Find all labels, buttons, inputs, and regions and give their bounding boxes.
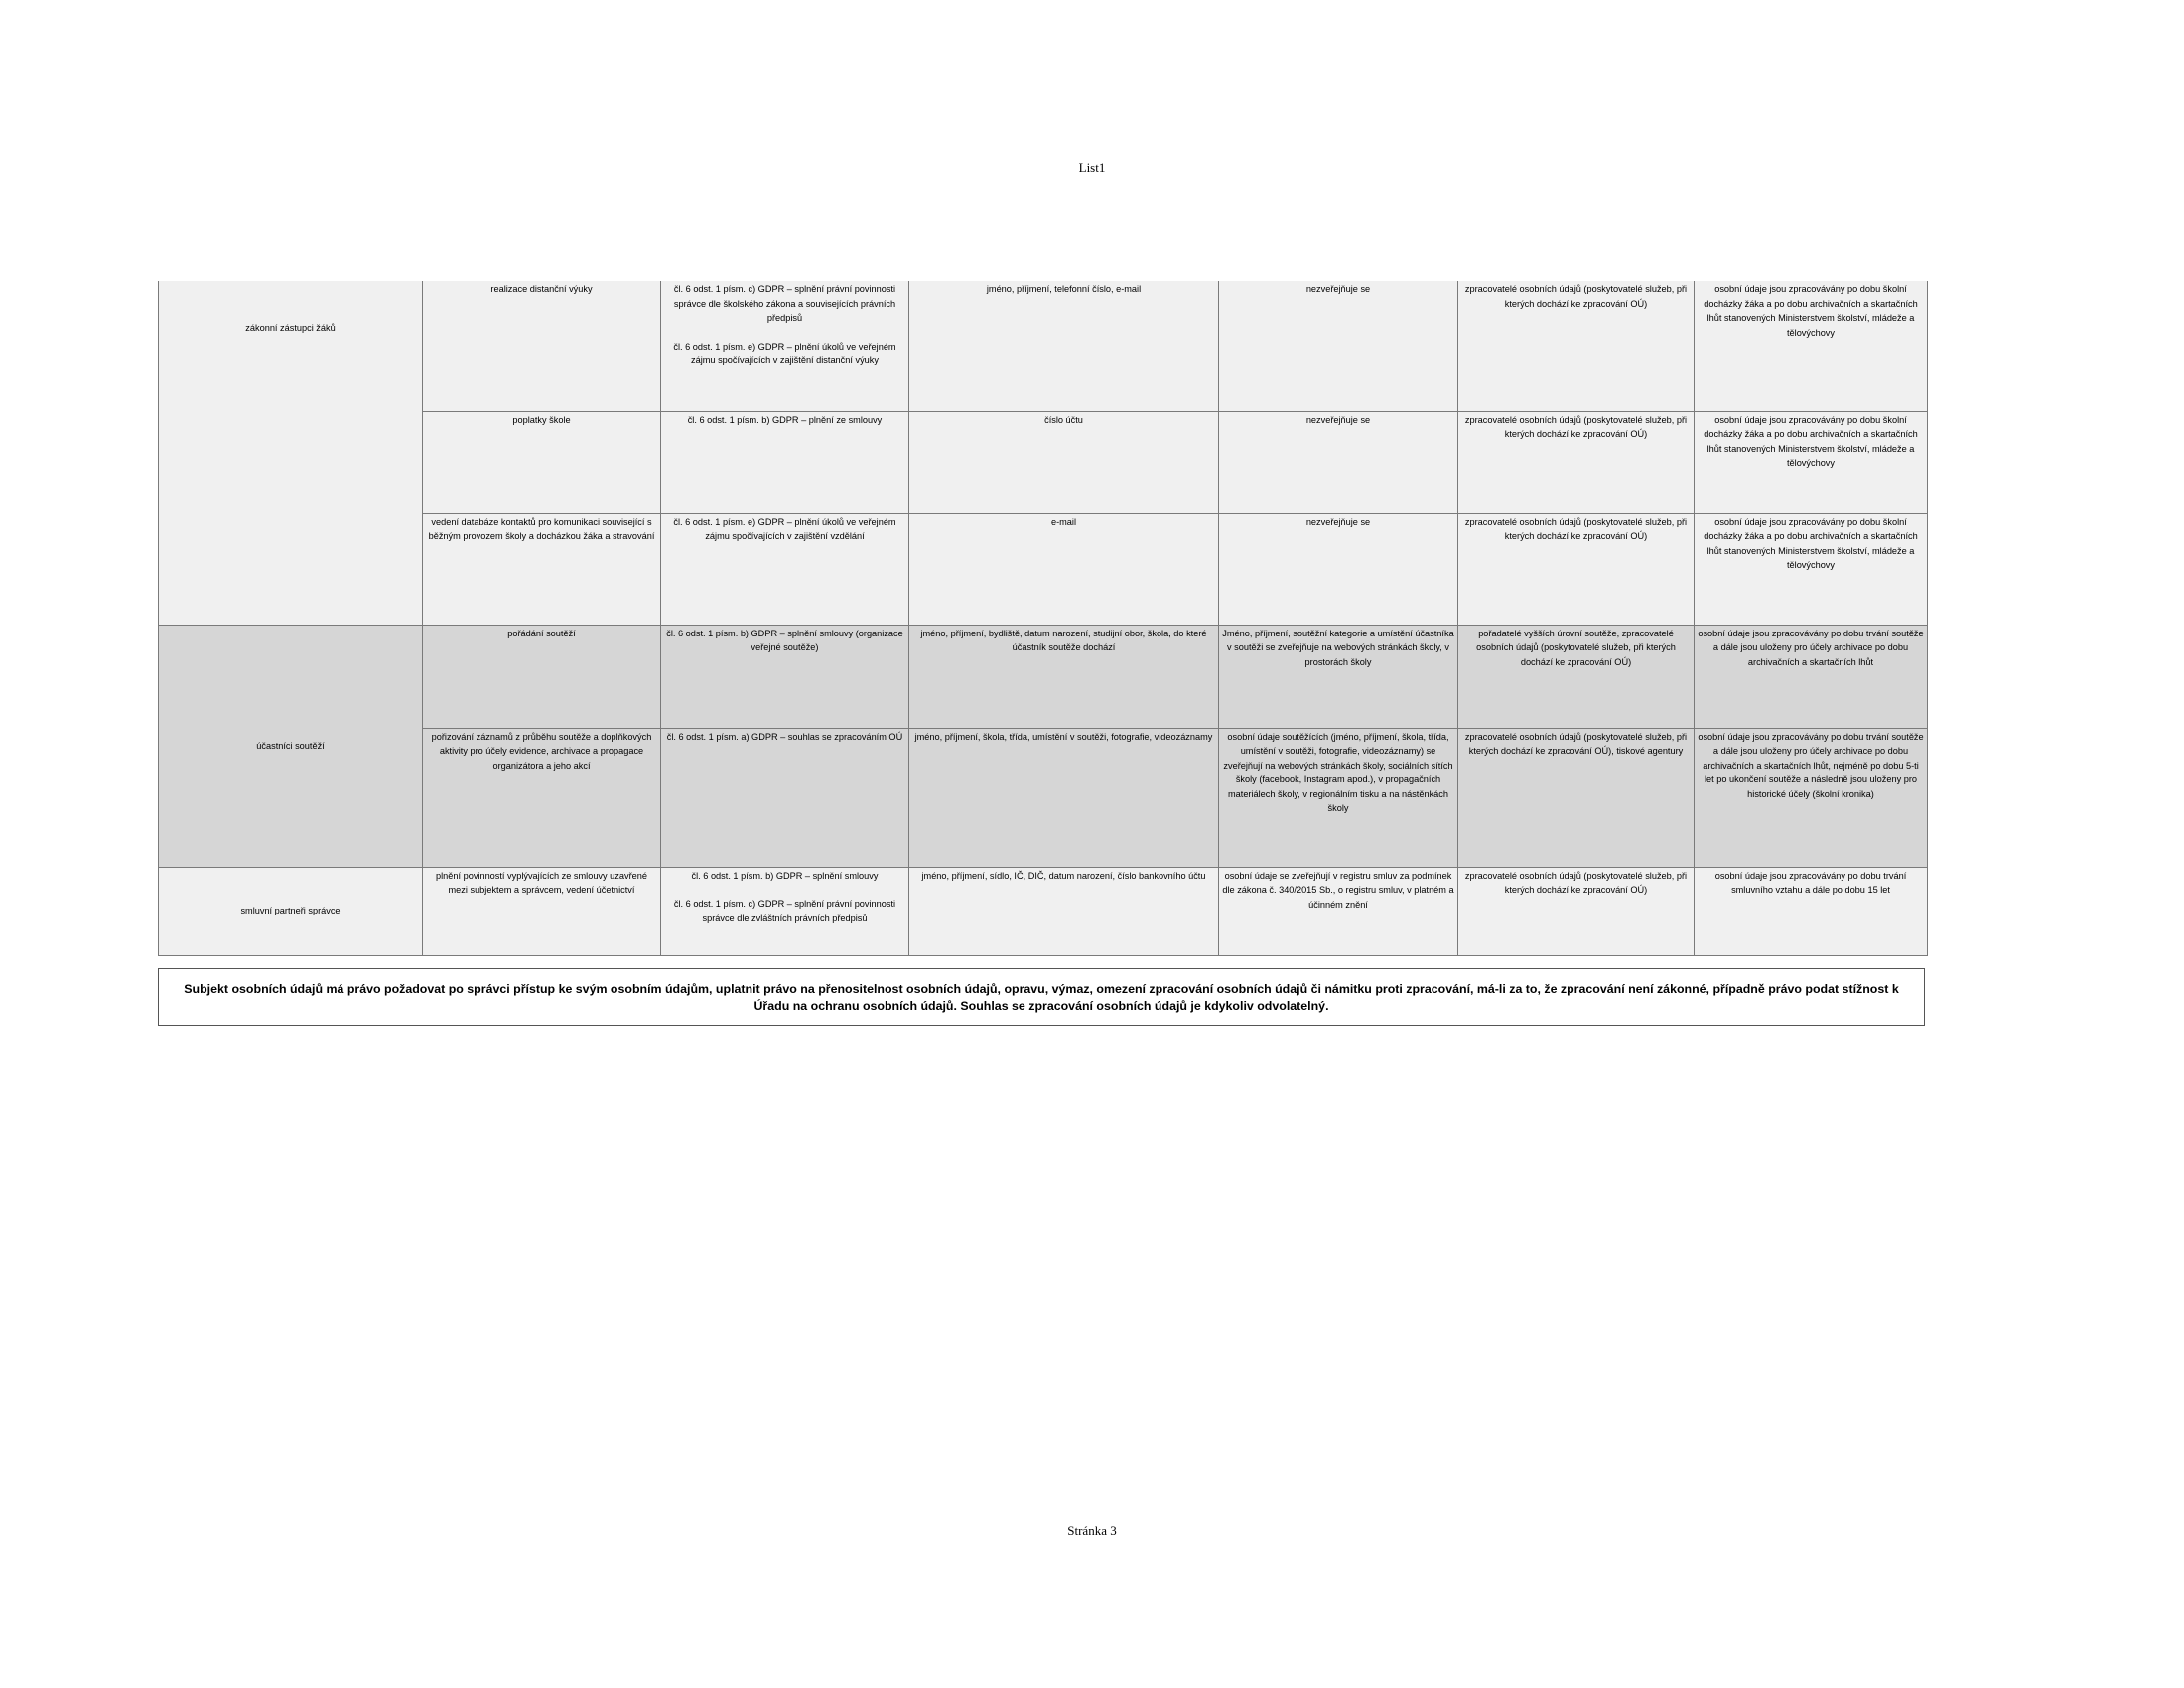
table-row <box>159 867 1928 955</box>
table-row <box>159 513 1928 625</box>
publication-cell: nezveřejňuje se <box>1219 411 1458 513</box>
group-label: zákonní zástupci žáků <box>159 281 423 625</box>
retention-cell: osobní údaje jsou zpracovávány po dobu školní docházky žáka a po dobu archivačních a skartačních lhůt stanovených Ministerstvem školství, mládeže a tělovýchovy <box>1695 411 1928 513</box>
publication-cell: nezveřejňuje se <box>1219 281 1458 411</box>
group-label: účastníci soutěží <box>159 625 423 867</box>
retention-cell: osobní údaje jsou zpracovávány po dobu školní docházky žáka a po dobu archivačních a skartačních lhůt stanovených Ministerstvem školství, mládeže a tělovýchovy <box>1695 513 1928 625</box>
retention-cell: osobní údaje jsou zpracovávány po dobu školní docházky žáka a po dobu archivačních a skartačních lhůt stanovených Ministerstvem školství, mládeže a tělovýchovy <box>1695 281 1928 411</box>
data-cell: jméno, příjmení, sídlo, IČ, DIČ, datum narození, číslo bankovního účtu <box>909 867 1219 955</box>
table-row <box>159 281 1928 411</box>
legal-basis-cell <box>661 411 909 513</box>
page-number: Stránka 3 <box>1067 1523 1117 1538</box>
data-cell: číslo účtu <box>909 411 1219 513</box>
publication-cell: osobní údaje soutěžících (jméno, příjmení, škola, třída, umístění v soutěži, fotografie, videozáznamy) se zveřejňují na webových stránkách školy, sociálních sítích školy (facebook, Instagram apod.), v propagačních materiálech školy, v regionálním tisku a na nástěnkách školy <box>1219 728 1458 867</box>
recipients-cell: zpracovatelé osobních údajů (poskytovatelé služeb, při kterých dochází ke zpracování OÚ) <box>1458 411 1695 513</box>
sheet-title: List1 <box>1078 160 1106 175</box>
purpose-cell: vedení databáze kontaktů pro komunikaci související s běžným provozem školy a docházkou žáka a stravování <box>423 513 661 625</box>
legal-basis-text: čl. 6 odst. 1 písm. a) GDPR – souhlas se zpracováním OÚ <box>666 731 903 742</box>
table-row <box>159 411 1928 513</box>
legal-basis-cell <box>661 867 909 955</box>
purpose-cell: plnění povinností vyplývajících ze smlouvy uzavřené mezi subjektem a správcem, vedení účetnictví <box>423 867 661 955</box>
recipients-cell: pořadatelé vyšších úrovní soutěže, zpracovatelé osobních údajů (poskytovatelé služeb, při kterých dochází ke zpracování OÚ) <box>1458 625 1695 728</box>
purpose-cell: pořizování záznamů z průběhu soutěže a doplňkových aktivity pro účely evidence, archivace a propagace organizátora a jeho akcí <box>423 728 661 867</box>
retention-cell: osobní údaje jsou zpracovávány po dobu trvání smluvního vztahu a dále po dobu 15 let <box>1695 867 1928 955</box>
recipients-cell: zpracovatelé osobních údajů (poskytovatelé služeb, při kterých dochází ke zpracování OÚ) <box>1458 867 1695 955</box>
rights-notice: Subjekt osobních údajů má právo požadovat po správci přístup ke svým osobním údajům, uplatnit právo na přenositelnost osobních údajů, opravu, výmaz, omezení zpracování osobních údajů či námitku proti zpracování, má-li za to, že zpracování není zákonné, případně právo podat stížnost k Úřadu na ochranu osobních údajů. Souhlas se zpracování osobních údajů je kdykoliv odvolatelný. <box>158 968 1925 1026</box>
legal-basis-text: čl. 6 odst. 1 písm. b) GDPR – splnění smlouvy <box>691 870 879 881</box>
purpose-cell: pořádání soutěží <box>423 625 661 728</box>
publication-cell: nezveřejňuje se <box>1219 513 1458 625</box>
legal-basis-cell <box>661 281 909 411</box>
group-label: smluvní partneři správce <box>159 867 423 955</box>
data-cell: e-mail <box>909 513 1219 625</box>
table-row <box>159 728 1928 867</box>
data-cell: jméno, příjmení, telefonní číslo, e-mail <box>909 281 1219 411</box>
legal-basis-cell <box>661 728 909 867</box>
purpose-cell: realizace distanční výuky <box>423 281 661 411</box>
legal-basis-text: čl. 6 odst. 1 písm. c) GDPR – splnění právní povinnosti správce dle zvláštních právních předpisů <box>673 899 896 923</box>
table-row <box>159 625 1928 728</box>
legal-basis-cell <box>661 625 909 728</box>
legal-basis-text: čl. 6 odst. 1 písm. c) GDPR – splnění právní povinnosti správce dle školského zákona a souvisejících právních předpisů <box>673 284 896 324</box>
legal-basis-text: čl. 6 odst. 1 písm. b) GDPR – plnění ze smlouvy <box>687 414 883 425</box>
publication-cell: osobní údaje se zveřejňují v registru smluv za podmínek dle zákona č. 340/2015 Sb., o registru smluv, v platném a účinném znění <box>1219 867 1458 955</box>
data-cell: jméno, příjmení, bydliště, datum narození, studijní obor, škola, do které účastník soutěže dochází <box>909 625 1219 728</box>
data-processing-table <box>158 281 1928 956</box>
purpose-cell: poplatky škole <box>423 411 661 513</box>
legal-basis-text: čl. 6 odst. 1 písm. e) GDPR – plnění úkolů ve veřejném zájmu spočívajících v zajištění distanční výuky <box>673 341 896 366</box>
publication-cell: Jméno, příjmení, soutěžní kategorie a umístění účastníka v soutěži se zveřejňuje na webových stránkách školy, v prostorách školy <box>1219 625 1458 728</box>
recipients-cell: zpracovatelé osobních údajů (poskytovatelé služeb, při kterých dochází ke zpracování OÚ) <box>1458 281 1695 411</box>
legal-basis-text: čl. 6 odst. 1 písm. b) GDPR – splnění smlouvy (organizace veřejné soutěže) <box>666 628 903 653</box>
legal-basis-text: čl. 6 odst. 1 písm. e) GDPR – plnění úkolů ve veřejném zájmu spočívajících v zajištění vzdělání <box>673 516 896 542</box>
data-cell: jméno, příjmení, škola, třída, umístění v soutěži, fotografie, videozáznamy <box>909 728 1219 867</box>
retention-cell: osobní údaje jsou zpracovávány po dobu trvání soutěže a dále jsou uloženy pro účely archivace po dobu archivačních a skartačních lhůt <box>1695 625 1928 728</box>
recipients-cell: zpracovatelé osobních údajů (poskytovatelé služeb, při kterých dochází ke zpracování OÚ), tiskové agentury <box>1458 728 1695 867</box>
legal-basis-cell <box>661 513 909 625</box>
recipients-cell: zpracovatelé osobních údajů (poskytovatelé služeb, při kterých dochází ke zpracování OÚ) <box>1458 513 1695 625</box>
retention-cell: osobní údaje jsou zpracovávány po dobu trvání soutěže a dále jsou uloženy pro účely archivace po dobu archivačních a skartačních lhůt, nejméně po dobu 5-ti let po ukončení soutěže a následně jsou uloženy pro historické účely (školní kronika) <box>1695 728 1928 867</box>
